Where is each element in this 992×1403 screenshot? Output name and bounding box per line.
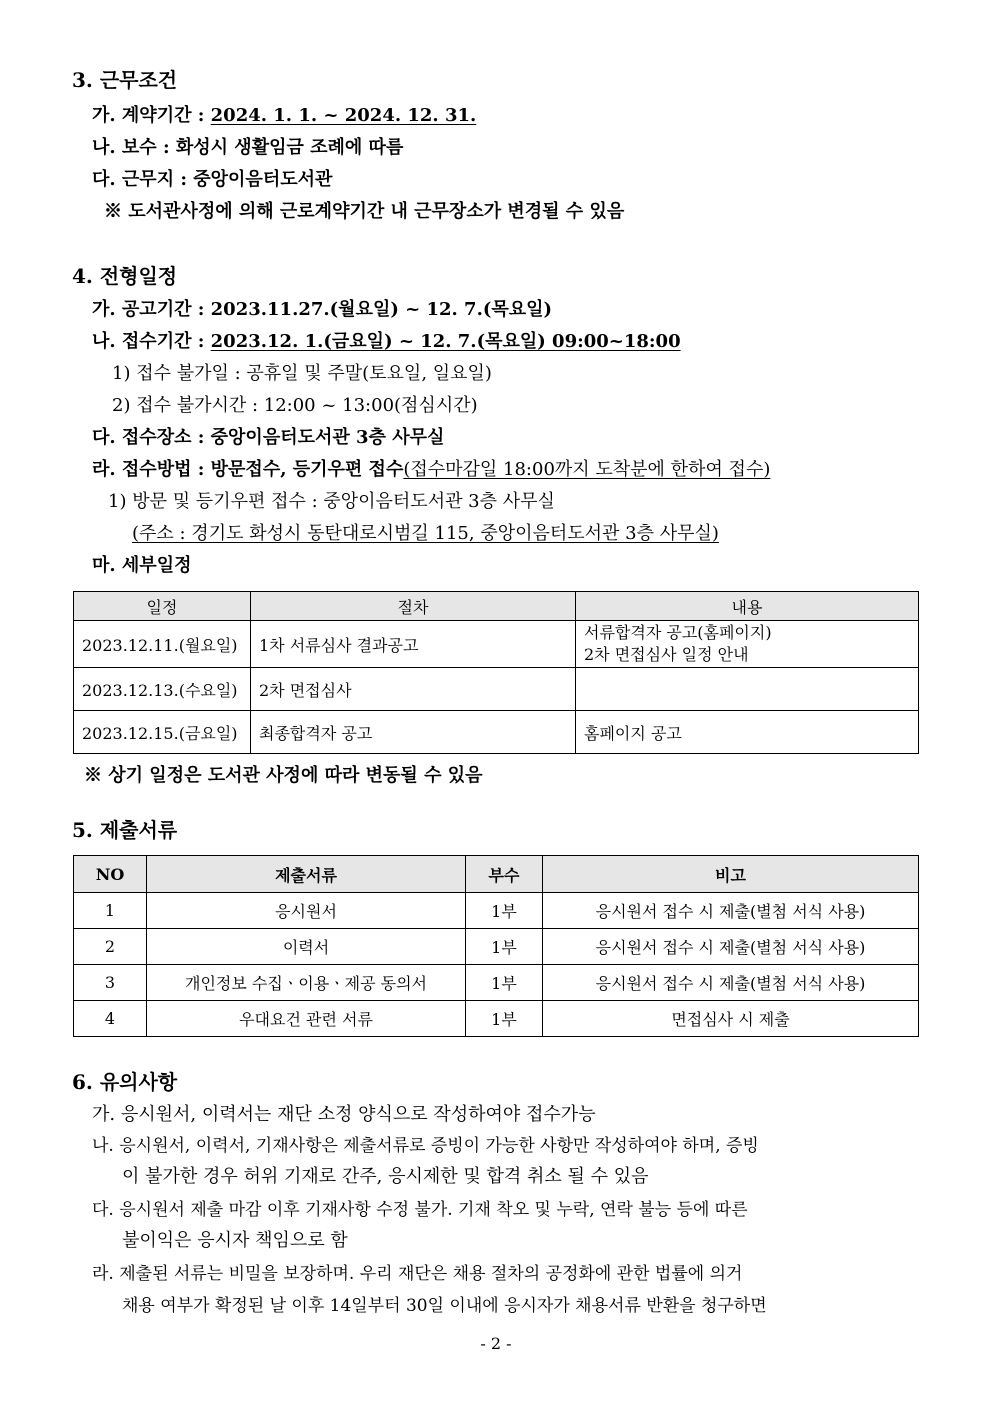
documents-copies: 1부	[466, 965, 543, 1001]
application-method-label: 라. 접수방법 : 방문접수, 등기우편 접수	[92, 459, 404, 480]
detailed-schedule-label: 마. 세부일정	[92, 555, 192, 576]
schedule-date: 2023.12.15.(금요일)	[74, 711, 251, 754]
documents-remark: 응시원서 접수 시 제출(별첨 서식 사용)	[543, 929, 919, 965]
documents-header-copies: 부수	[466, 856, 543, 893]
schedule-step: 1차 서류심사 결과공고	[251, 621, 576, 668]
schedule-content-line: 2차 면접심사 일정 안내	[584, 645, 749, 664]
documents-no: 2	[74, 929, 147, 965]
documents-name: 이력서	[147, 929, 466, 965]
contract-period-label: 가. 계약기간 :	[92, 105, 211, 126]
application-method-note: (접수마감일 18:00까지 도착분에 한하여 접수)	[403, 459, 771, 480]
notice-period-row: 가. 공고기간 : 2023.11.27.(월요일) ~ 12. 7.(목요일)	[92, 299, 553, 320]
documents-row	[74, 1001, 919, 1037]
application-period-value: 2023.12. 1.(금요일) ~ 12. 7.(목요일) 09:00~18:00	[210, 331, 681, 352]
documents-table	[73, 855, 919, 1037]
schedule-content-line: 서류합격자 공고(홈페이지)	[584, 623, 772, 642]
schedule-content	[576, 668, 919, 711]
workplace-row: 다. 근무지 : 중앙이음터도서관	[92, 169, 333, 190]
schedule-content	[576, 621, 919, 668]
caution-b-line1: 나. 응시원서, 이력서, 기재사항은 제출서류로 증빙이 가능한 사항만 작성하여야 하며, 증빙	[92, 1136, 759, 1156]
documents-header-row	[74, 856, 919, 893]
contract-period-value: 2024. 1. 1. ~ 2024. 12. 31.	[210, 105, 477, 126]
schedule-header-row	[74, 592, 919, 621]
schedule-table	[73, 591, 919, 754]
documents-remark: 응시원서 접수 시 제출(별첨 서식 사용)	[543, 893, 919, 929]
contract-period-row	[92, 104, 476, 128]
schedule-date: 2023.12.11.(월요일)	[74, 621, 251, 668]
section-4-title: 4. 전형일정	[72, 264, 178, 288]
schedule-header-step: 절차	[251, 592, 576, 621]
documents-header-remark: 비고	[543, 856, 919, 893]
schedule-content: 홈페이지 공고	[576, 711, 919, 754]
schedule-note: ※ 상기 일정은 도서관 사정에 따라 변동될 수 있음	[84, 765, 483, 786]
caution-d-line2: 채용 여부가 확정된 날 이후 14일부터 30일 이내에 응시자가 채용서류 반환을 청구하면	[122, 1296, 767, 1316]
closed-days-row: 1) 접수 불가일 : 공휴일 및 주말(토요일, 일요일)	[112, 363, 492, 384]
documents-copies: 1부	[466, 929, 543, 965]
schedule-date: 2023.12.13.(수요일)	[74, 668, 251, 711]
documents-header-no: NO	[74, 856, 147, 893]
schedule-step: 2차 면접심사	[251, 668, 576, 711]
documents-name: 응시원서	[147, 893, 466, 929]
section-6-title: 6. 유의사항	[72, 1070, 178, 1094]
documents-row	[74, 965, 919, 1001]
caution-a: 가. 응시원서, 이력서는 재단 소정 양식으로 작성하여야 접수가능	[92, 1104, 596, 1125]
visit-mail-row: 1) 방문 및 등기우편 접수 : 중앙이음터도서관 3층 사무실	[108, 491, 555, 512]
section-5-title: 5. 제출서류	[72, 818, 178, 842]
documents-name: 우대요건 관련 서류	[147, 1001, 466, 1037]
caution-c-line2: 불이익은 응시자 책임으로 함	[122, 1230, 348, 1251]
schedule-row	[74, 621, 919, 668]
page-number: - 2 -	[480, 1334, 512, 1353]
caution-d-line1: 라. 제출된 서류는 비밀을 보장하며. 우리 재단은 채용 절차의 공정화에 관한 법률에 의거	[92, 1264, 743, 1284]
application-place-row: 다. 접수장소 : 중앙이음터도서관 3층 사무실	[92, 427, 445, 448]
documents-remark: 응시원서 접수 시 제출(별첨 서식 사용)	[543, 965, 919, 1001]
caution-b-line2: 이 불가한 경우 허위 기재로 간주, 응시제한 및 합격 취소 될 수 있음	[122, 1166, 649, 1187]
schedule-step: 최종합격자 공고	[251, 711, 576, 754]
documents-copies: 1부	[466, 1001, 543, 1037]
documents-no: 3	[74, 965, 147, 1001]
schedule-row	[74, 711, 919, 754]
application-period-row	[92, 330, 681, 354]
documents-copies: 1부	[466, 893, 543, 929]
documents-row	[74, 929, 919, 965]
documents-name: 개인정보 수집ㆍ이용ㆍ제공 동의서	[147, 965, 466, 1001]
closed-hours-row: 2) 접수 불가시간 : 12:00 ~ 13:00(점심시간)	[112, 395, 478, 416]
documents-row	[74, 893, 919, 929]
documents-no: 4	[74, 1001, 147, 1037]
documents-remark: 면접심사 시 제출	[543, 1001, 919, 1037]
address-row: (주소 : 경기도 화성시 동탄대로시범길 115, 중앙이음터도서관 3층 사무실)	[132, 523, 719, 544]
application-method-row	[92, 458, 770, 482]
schedule-header-content: 내용	[576, 592, 919, 621]
workplace-note: ※ 도서관사정에 의해 근로계약기간 내 근무장소가 변경될 수 있음	[104, 201, 625, 222]
salary-row: 나. 보수 : 화성시 생활임금 조례에 따름	[92, 137, 404, 158]
schedule-header-date: 일정	[74, 592, 251, 621]
section-3-title: 3. 근무조건	[72, 68, 178, 92]
documents-no: 1	[74, 893, 147, 929]
schedule-row	[74, 668, 919, 711]
caution-c-line1: 다. 응시원서 제출 마감 이후 기재사항 수정 불가. 기재 착오 및 누락, 연락 불능 등에 따른	[92, 1200, 748, 1220]
documents-header-doc: 제출서류	[147, 856, 466, 893]
application-period-label: 나. 접수기간 :	[92, 331, 211, 352]
